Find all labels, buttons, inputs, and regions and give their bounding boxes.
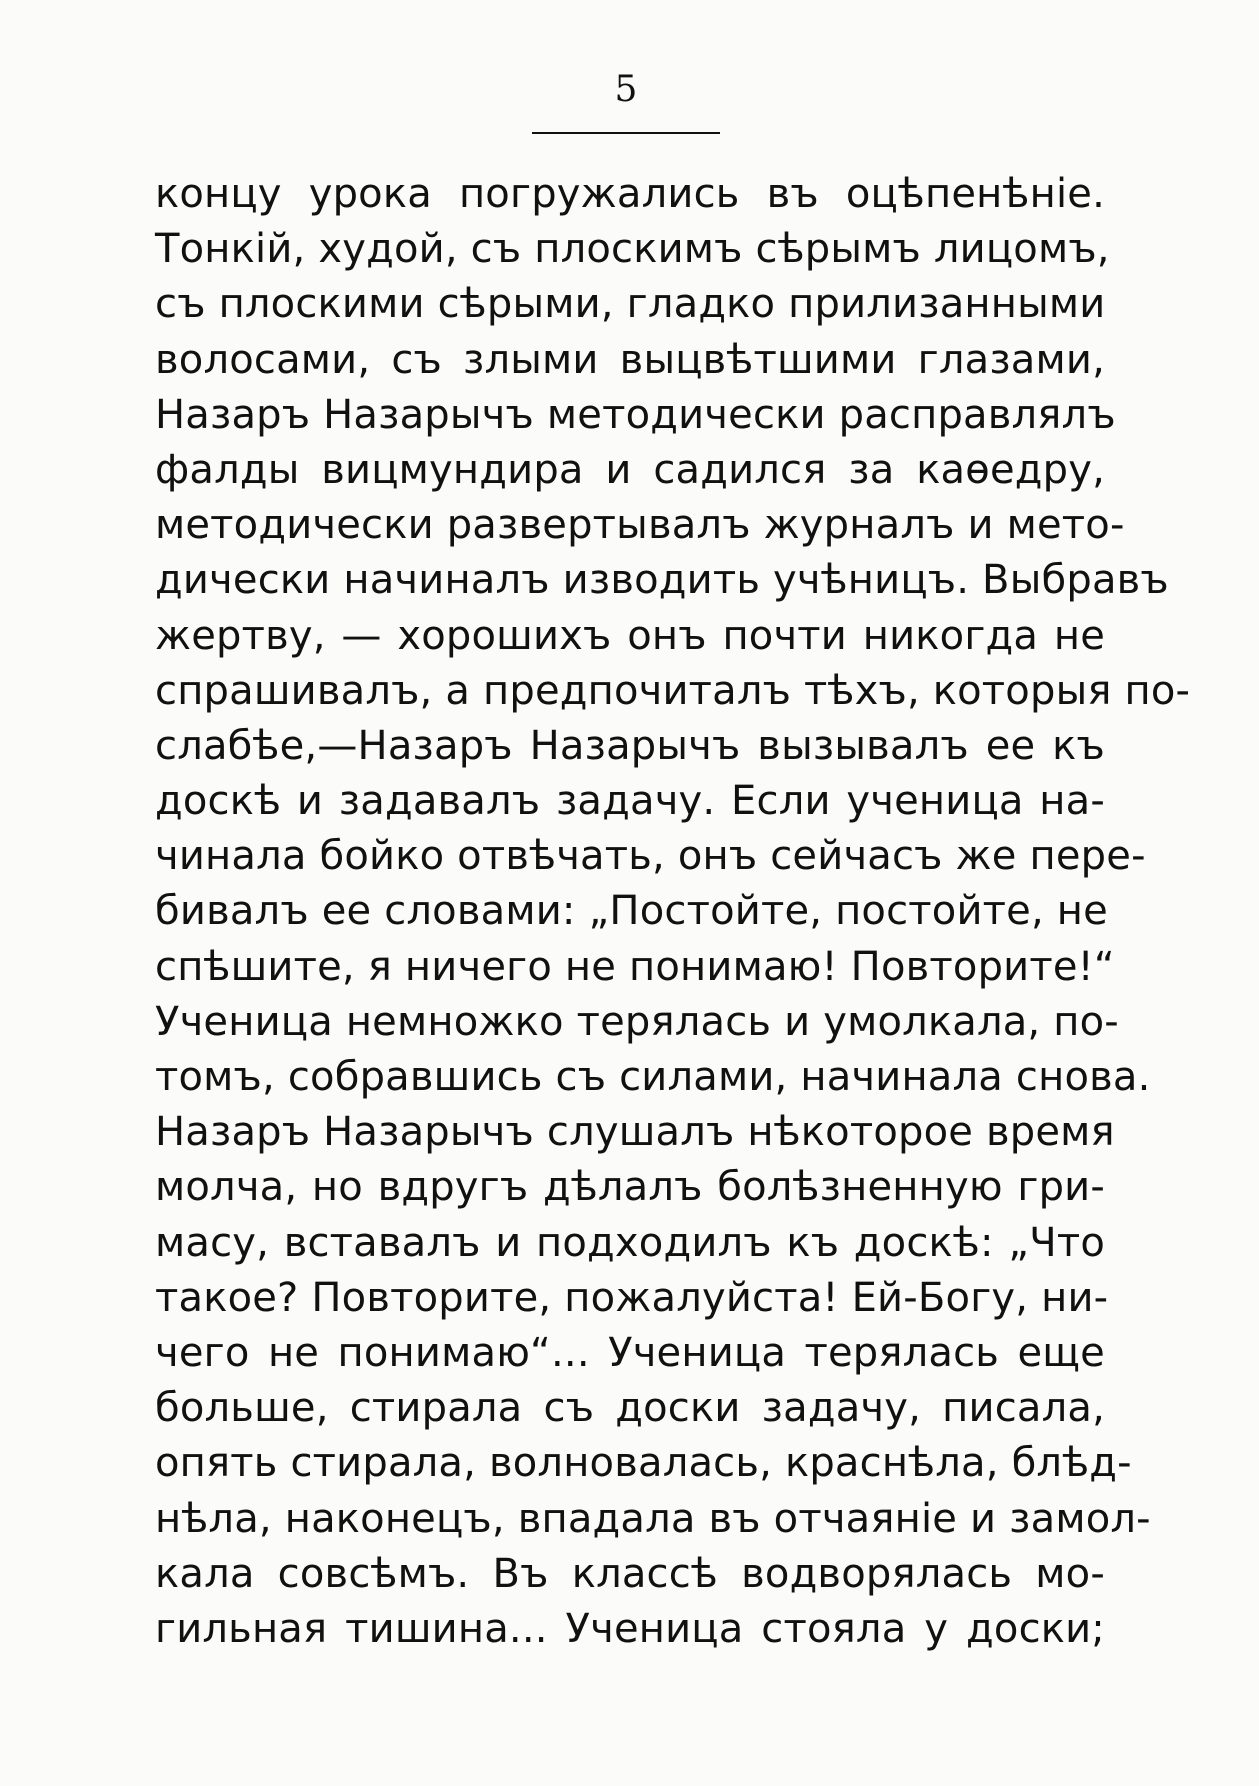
- text-line: молча, но вдругъ дѣлалъ болѣзненную гри-: [155, 1164, 1105, 1211]
- text-line: жертву, — хорошихъ онъ почти никогда не: [155, 612, 1105, 659]
- text-line: волосами, съ злыми выцвѣтшими глазами,: [155, 336, 1105, 383]
- text-line: Ученица немножко терялась и умолкала, по-: [155, 998, 1119, 1045]
- text-line: Назаръ Назарычъ слушалъ нѣкоторое время: [155, 1109, 1115, 1156]
- text-line: фалды вицмундира и садился за каѳедру,: [155, 446, 1105, 493]
- text-line: слабѣе,—Назаръ Назарычъ вызывалъ ее къ: [155, 722, 1105, 769]
- text-line: спрашивалъ, а предпочиталъ тѣхъ, которыя по-: [155, 667, 1191, 714]
- text-line: гильная тишина... Ученица стояла у доски;: [155, 1605, 1105, 1652]
- text-line: дически начиналъ изводить учѣницъ. Выбравъ: [155, 557, 1169, 604]
- text-line: чего не понимаю“... Ученица терялась еще: [155, 1329, 1105, 1376]
- text-line: Назаръ Назарычъ методически расправлялъ: [155, 391, 1116, 438]
- text-line: спѣшите, я ничего не понимаю! Повторите!“: [155, 943, 1115, 990]
- header-rule: [532, 132, 720, 134]
- text-line: бивалъ ее словами: „Постойте, постойте, не: [155, 888, 1108, 935]
- text-line: съ плоскими сѣрыми, гладко прилизанными: [155, 281, 1106, 328]
- text-line: методически развертывалъ журналъ и мето-: [155, 502, 1125, 549]
- text-line: кала совсѣмъ. Въ классѣ водворялась мо-: [155, 1550, 1105, 1597]
- text-line: Тонкій, худой, съ плоскимъ сѣрымъ лицомъ,: [155, 226, 1110, 273]
- text-line: томъ, собравшись съ силами, начинала снова.: [155, 1054, 1151, 1100]
- text-line: нѣла, наконецъ, впадала въ отчаяніе и замол-: [155, 1495, 1151, 1542]
- page-number: 5: [614, 69, 638, 110]
- text-line: масу, вставалъ и подходилъ къ доскѣ: „Что: [155, 1219, 1105, 1266]
- body-text: [155, 167, 1191, 1657]
- text-line: чинала бойко отвѣчать, онъ сейчасъ же пере-: [155, 833, 1146, 880]
- text-line: такое? Повторите, пожалуйста! Ей-Богу, ни-: [155, 1274, 1109, 1321]
- text-line: концу урока погружались въ оцѣпенѣніе.: [155, 171, 1105, 217]
- text-line: опять стирала, волновалась, краснѣла, блѣд-: [155, 1440, 1132, 1487]
- text-line: больше, стирала съ доски задачу, писала,: [155, 1385, 1105, 1432]
- text-line: доскѣ и задавалъ задачу. Если ученица на-: [155, 778, 1105, 825]
